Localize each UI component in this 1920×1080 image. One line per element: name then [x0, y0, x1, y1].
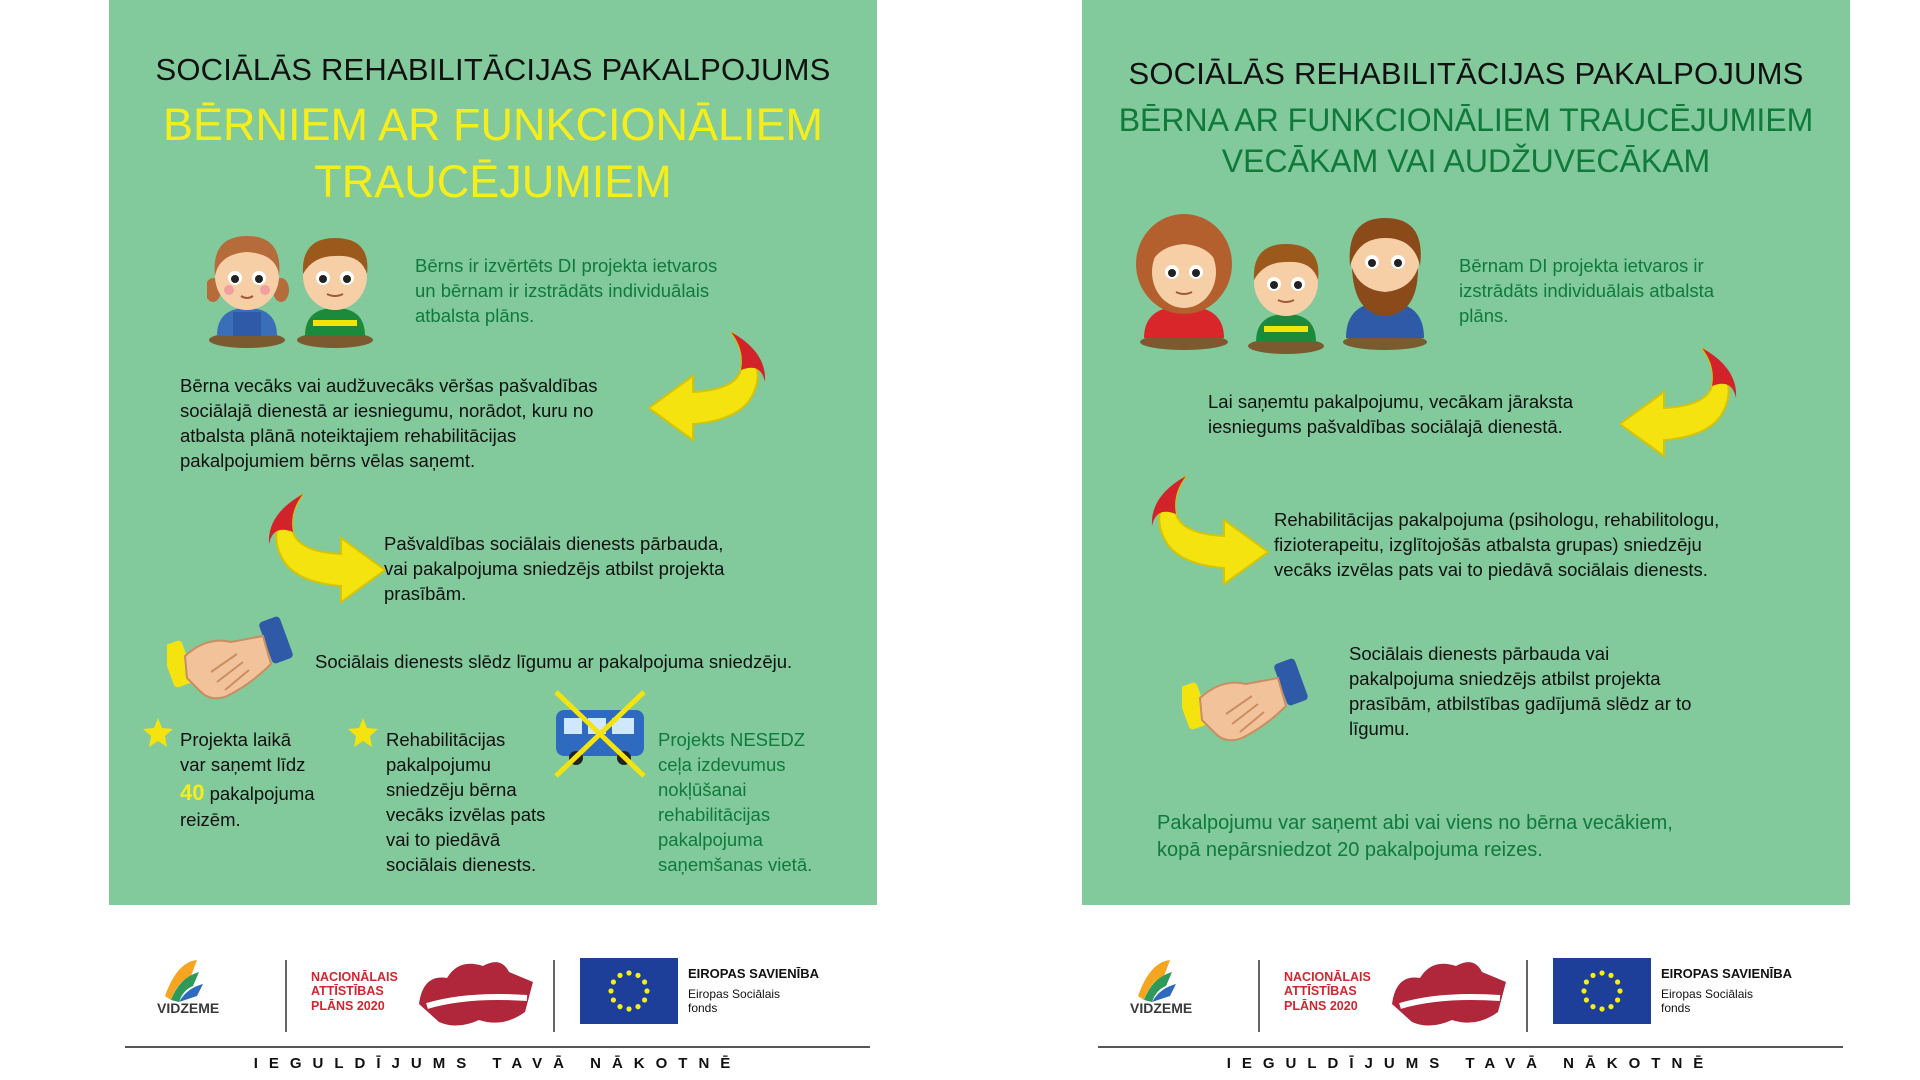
step-3-text: Rehabilitācijas pakalpojuma (psihologu, rehabilitologu, fizioterapeitu, izglītojošās atbalsta grupas) sniedzēju vecāks izvēlas pats vai to piedāvā sociālais dienests.	[1274, 509, 1720, 580]
eu-title: EIROPAS SAVIENĪBA	[1661, 966, 1792, 981]
poster-title: SOCIĀLĀS REHABILITĀCIJAS PAKALPOJUMS	[1128, 56, 1804, 91]
subtitle-line-2: TRAUCĒJUMIEM	[314, 156, 672, 208]
note-travel-costs: Projekts NESEDZ ceļa izdevumus nokļūšanai rehabilitācijas pakalpojuma saņemšanas vietā.	[658, 729, 813, 875]
curved-arrow-icon	[267, 494, 397, 608]
note-both-parents: Pakalpojumu var saņemt abi vai viens no bērna vecākiem, kopā nepārsniedzot 20 pakalpojuma reizes.	[1157, 812, 1673, 861]
handshake-icon	[1182, 654, 1322, 750]
step-4-text: Sociālais dienests pārbauda vai pakalpojuma sniedzējs atbilst projekta prasībām, atbilstības gadījumā slēdz ar to līgumu.	[1349, 643, 1692, 739]
poster-children	[109, 0, 877, 905]
step-4-text: Sociālais dienests slēdz līgumu ar pakalpojuma sniedzēju.	[315, 651, 793, 672]
sessions-number: 40	[180, 779, 205, 805]
poster-parents	[1082, 0, 1850, 905]
poster-subtitle	[109, 96, 877, 210]
subtitle-line-1: BĒRNA AR FUNKCIONĀLIEM TRAUCĒJUMIEM	[1118, 102, 1814, 138]
latvia-map-icon	[1390, 954, 1508, 1030]
nap-2020-label: NACIONĀLAIS ATTĪSTĪBAS PLĀNS 2020	[311, 970, 398, 1013]
curved-arrow-icon	[1150, 476, 1280, 590]
children-icon	[207, 228, 387, 358]
footer-divider	[1098, 1046, 1843, 1048]
footer-logos	[125, 940, 870, 1080]
boy-icon	[297, 238, 373, 348]
curved-arrow-icon	[649, 332, 779, 446]
handshake-icon	[167, 612, 307, 708]
step-2-text: Lai saņemtu pakalpojumu, vecākam jāraksta iesniegums pašvaldības sociālajā dienestā.	[1208, 391, 1574, 437]
subtitle-line-1: BĒRNIEM AR FUNKCIONĀLIEM	[162, 99, 824, 150]
step-3-text: Pašvaldības sociālais dienests pārbauda, vai pakalpojuma sniedzējs atbilst projekta prasībām.	[384, 533, 725, 604]
poster-subtitle	[1082, 100, 1850, 181]
footer-tagline: IEGULDĪJUMS TAVĀ NĀKOTNĒ	[253, 1055, 742, 1072]
vidzeme-label: VIDZEME	[157, 1000, 220, 1016]
star-icon	[348, 718, 378, 748]
note-sessions: Projekta laikā var saņemt līdz 40 pakalpojuma reizēm.	[180, 729, 315, 830]
father-icon	[1343, 218, 1427, 350]
footer-tagline: IEGULDĪJUMS TAVĀ NĀKOTNĒ	[1226, 1055, 1715, 1072]
vidzeme-label: VIDZEME	[1130, 1000, 1193, 1016]
vidzeme-logo-icon	[1130, 956, 1178, 1002]
eu-title: EIROPAS SAVIENĪBA	[688, 966, 819, 981]
eu-flag-icon	[580, 958, 678, 1024]
curved-arrow-icon	[1620, 348, 1750, 462]
step-2-text: Bērna vecāks vai audžuvecāks vēršas pašvaldības sociālajā dienestā ar iesniegumu, norādot, kuru no atbalsta plānā noteiktajiem rehabilitācijas pakalpojumiem bērns vēlas saņemt.	[180, 375, 598, 471]
poster-title: SOCIĀLĀS REHABILITĀCIJAS PAKALPOJUMS	[155, 52, 831, 87]
girl-icon	[207, 236, 289, 348]
mother-icon	[1136, 214, 1232, 350]
boy-icon	[1248, 244, 1324, 354]
latvia-map-icon	[417, 954, 535, 1030]
step-1-text: Bērns ir izvērtēts DI projekta ietvaros un bērnam ir izstrādāts individuālais atbalsta plāns.	[415, 255, 718, 326]
nap-2020-label: NACIONĀLAIS ATTĪSTĪBAS PLĀNS 2020	[1284, 970, 1371, 1013]
footer-divider	[125, 1046, 870, 1048]
bus-crossed-icon	[550, 688, 650, 780]
footer-logos	[1098, 940, 1843, 1080]
note-provider-choice: Rehabilitācijas pakalpojumu sniedzēju bērna vecāks izvēlas pats vai to piedāvā sociālais dienests.	[386, 729, 546, 875]
subtitle-line-2: VECĀKAM VAI AUDŽUVECĀKAM	[1221, 142, 1711, 179]
family-icon	[1134, 210, 1434, 360]
step-1-text: Bērnam DI projekta ietvaros ir izstrādāts individuālais atbalsta plāns.	[1459, 255, 1715, 326]
eu-subtitle: Eiropas Sociālais fonds	[688, 987, 781, 1015]
star-icon	[143, 718, 173, 748]
eu-flag-icon	[1553, 958, 1651, 1024]
eu-subtitle: Eiropas Sociālais fonds	[1661, 987, 1754, 1015]
vidzeme-logo-icon	[157, 956, 205, 1002]
